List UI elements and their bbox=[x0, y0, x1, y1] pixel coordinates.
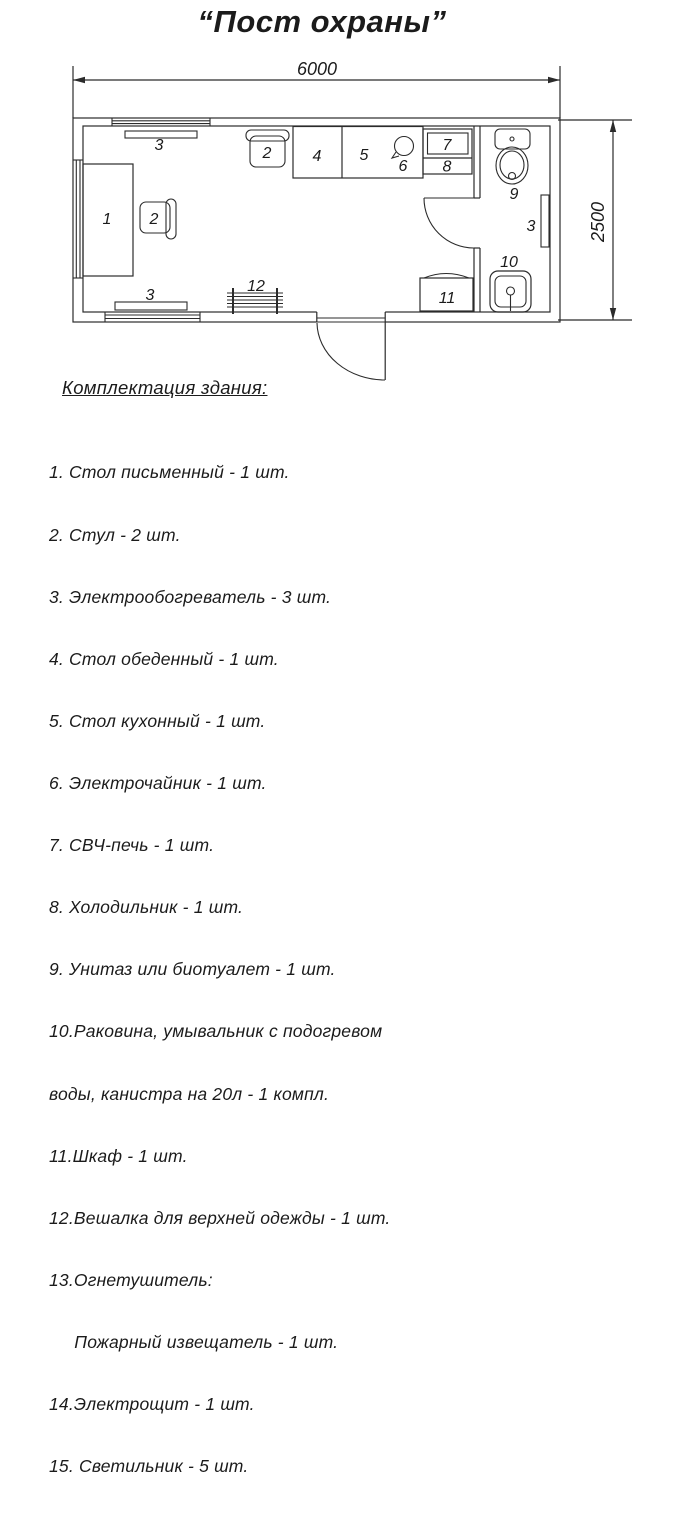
equipment-item: 8. Холодильник - 1 шт. bbox=[49, 897, 244, 918]
floor-plan bbox=[0, 0, 692, 400]
equipment-item: 9. Унитаз или биотуалет - 1 шт. bbox=[49, 959, 336, 980]
label-cabinet: 11 bbox=[438, 290, 456, 307]
dimension-height bbox=[558, 120, 632, 320]
label-dining-table: 4 bbox=[312, 148, 322, 165]
dimension-height-label: 2500 bbox=[588, 201, 608, 243]
window-bottom bbox=[105, 312, 200, 322]
heater-bathroom bbox=[527, 195, 549, 247]
label-heater-bath: 3 bbox=[526, 218, 536, 235]
label-kettle: 6 bbox=[398, 158, 408, 175]
label-sink: 10 bbox=[500, 254, 518, 271]
equipment-item: 14.Электрощит - 1 шт. bbox=[49, 1394, 255, 1415]
label-kitchen-table: 5 bbox=[359, 147, 369, 164]
chair-at-desk bbox=[140, 199, 176, 239]
label-desk: 1 bbox=[102, 211, 112, 228]
sink bbox=[490, 254, 531, 312]
equipment-item: 10.Раковина, умывальник с подогревом bbox=[49, 1021, 383, 1042]
label-chair-dining: 2 bbox=[262, 145, 272, 162]
label-chair-desk: 2 bbox=[149, 211, 159, 228]
equipment-item: 15. Светильник - 5 шт. bbox=[49, 1456, 249, 1477]
equipment-item: 3. Электрообогреватель - 3 шт. bbox=[49, 586, 332, 607]
label-toilet: 9 bbox=[509, 186, 519, 203]
toilet bbox=[495, 129, 530, 203]
cabinet bbox=[420, 274, 473, 312]
kettle bbox=[392, 137, 414, 176]
dimension-width bbox=[73, 59, 560, 118]
heater-bottom bbox=[115, 287, 187, 310]
equipment-item: 2. Стул - 2 шт. bbox=[49, 524, 181, 545]
chair-at-dining-table bbox=[246, 130, 289, 167]
microwave-fridge-unit bbox=[423, 129, 472, 176]
window-left bbox=[73, 160, 83, 278]
equipment-list bbox=[49, 421, 390, 1518]
window-top bbox=[112, 118, 210, 126]
equipment-item: Пожарный извещатель - 1 шт. bbox=[49, 1331, 339, 1352]
equipment-item: 11.Шкаф - 1 шт. bbox=[49, 1145, 188, 1166]
label-heater-top: 3 bbox=[154, 137, 164, 154]
heater-top bbox=[125, 131, 197, 154]
dimension-width-label: 6000 bbox=[296, 59, 338, 79]
label-heater-bottom: 3 bbox=[145, 287, 155, 304]
equipment-item: 4. Стол обеденный - 1 шт. bbox=[49, 648, 279, 669]
equipment-item: 12.Вешалка для верхней одежды - 1 шт. bbox=[49, 1207, 391, 1228]
equipment-item: 5. Стол кухонный - 1 шт. bbox=[49, 710, 266, 731]
partition-wall bbox=[474, 126, 480, 312]
interior-door bbox=[424, 198, 474, 248]
equipment-heading: Комплектация здания: bbox=[62, 377, 268, 398]
equipment-item: 6. Электрочайник - 1 шт. bbox=[49, 772, 267, 793]
entrance-door bbox=[317, 311, 385, 380]
equipment-item: воды, канистра на 20л - 1 компл. bbox=[49, 1083, 330, 1104]
desk bbox=[83, 164, 133, 276]
label-microwave: 7 bbox=[442, 137, 452, 154]
coat-rack bbox=[227, 278, 283, 314]
label-fridge: 8 bbox=[442, 158, 452, 176]
label-coat-rack: 12 bbox=[247, 278, 265, 295]
equipment-item: 7. СВЧ-печь - 1 шт. bbox=[49, 835, 215, 856]
equipment-item: 13.Огнетушитель: bbox=[49, 1269, 213, 1290]
equipment-item: 1. Стол письменный - 1 шт. bbox=[49, 462, 290, 483]
page-title: “Пост охраны” bbox=[197, 4, 447, 39]
